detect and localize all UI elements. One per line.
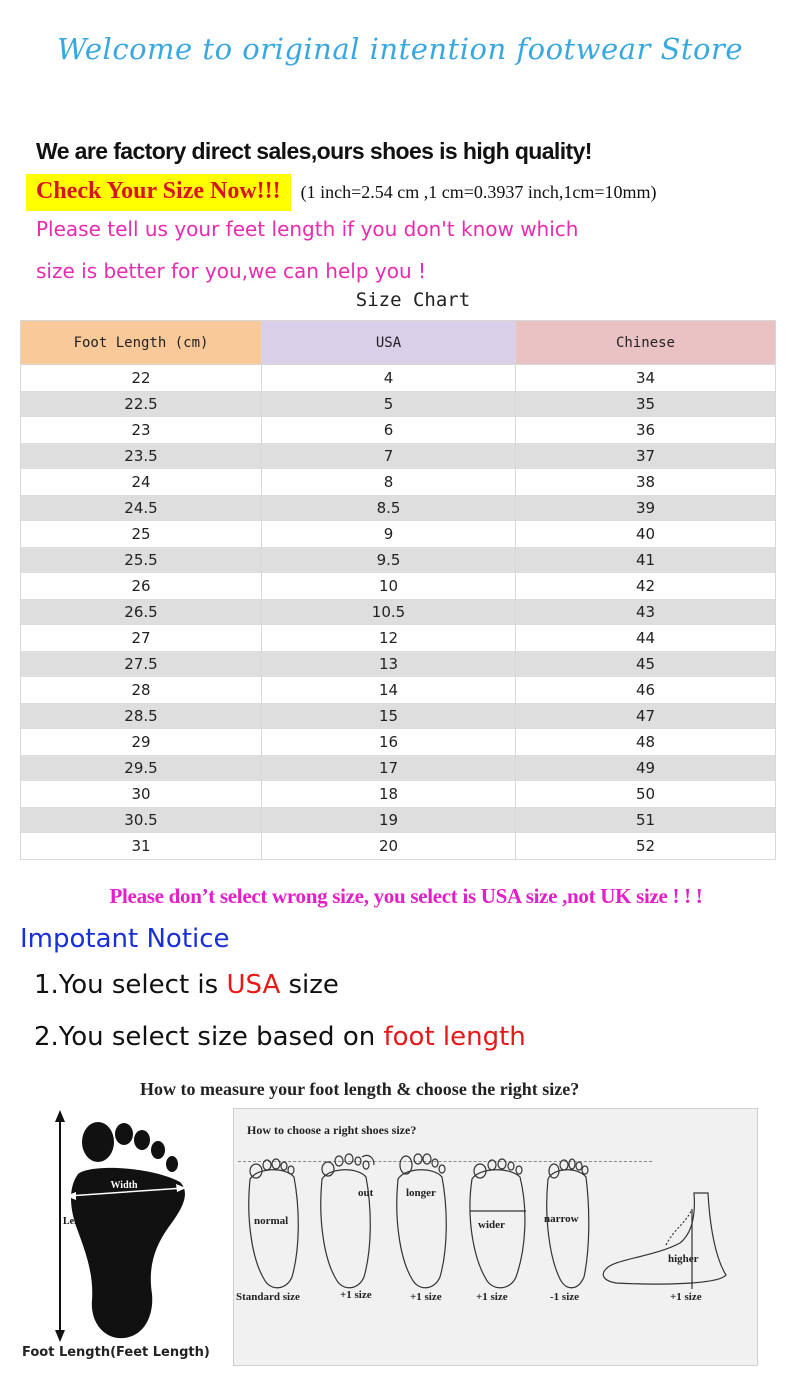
foot-length-cell: 31 — [21, 833, 262, 860]
size-row — [21, 469, 776, 495]
size-row — [21, 417, 776, 443]
notice-title: Impotant Notice — [20, 924, 230, 954]
foot-length-cell: 24.5 — [21, 495, 262, 521]
help-text-line-2: size is better for you,we can help you ! — [36, 259, 427, 283]
header-chinese: Chinese — [516, 321, 776, 365]
usa-size-cell: 13 — [262, 651, 516, 677]
usa-size-cell: 9 — [262, 521, 516, 547]
choose-size-title: How to choose a right shoes size? — [247, 1123, 417, 1137]
notice-item-1-suffix: size — [280, 970, 339, 1000]
chinese-size-cell: 39 — [516, 495, 776, 521]
foot-measure-illustration — [20, 1108, 230, 1368]
usa-size-cell: 6 — [262, 417, 516, 443]
usa-size-cell: 18 — [262, 781, 516, 807]
chinese-size-cell: 43 — [516, 599, 776, 625]
size-chart-header-row — [21, 321, 776, 365]
size-row — [21, 651, 776, 677]
chinese-size-cell: 37 — [516, 443, 776, 469]
size-row — [21, 599, 776, 625]
header-foot-length: Foot Length (cm) — [21, 321, 262, 365]
usa-size-cell: 16 — [262, 729, 516, 755]
check-size-row — [26, 174, 657, 211]
help-text-line-1: Please tell us your feet length if you don't know which — [36, 217, 579, 241]
foot-length-cell: 26.5 — [21, 599, 262, 625]
chinese-size-cell: 52 — [516, 833, 776, 860]
label-longer: longer — [406, 1187, 436, 1199]
foot-length-cell: 25 — [21, 521, 262, 547]
chinese-size-cell: 35 — [516, 391, 776, 417]
notice-item-2 — [34, 1022, 526, 1052]
label-plus1-out: +1 size — [340, 1289, 372, 1301]
foot-length-cell: 30.5 — [21, 807, 262, 833]
size-warning: Please don’t select wrong size, you select is USA size ,not UK size ! ! ! — [109, 884, 703, 908]
chinese-size-cell: 42 — [516, 573, 776, 599]
chinese-size-cell: 47 — [516, 703, 776, 729]
size-chart-title: Size Chart — [355, 289, 471, 311]
chinese-size-cell: 44 — [516, 625, 776, 651]
size-row — [21, 547, 776, 573]
chinese-size-cell: 41 — [516, 547, 776, 573]
size-row — [21, 833, 776, 860]
usa-size-cell: 19 — [262, 807, 516, 833]
foot-higher-icon — [603, 1193, 726, 1289]
chinese-size-cell: 50 — [516, 781, 776, 807]
chinese-size-cell: 38 — [516, 469, 776, 495]
usa-size-cell: 20 — [262, 833, 516, 860]
usa-size-cell: 9.5 — [262, 547, 516, 573]
usa-size-cell: 14 — [262, 677, 516, 703]
label-minus1-narrow: -1 size — [550, 1291, 580, 1303]
label-normal: normal — [254, 1215, 289, 1227]
foot-length-cell: 22.5 — [21, 391, 262, 417]
label-wider: wider — [478, 1219, 505, 1231]
label-higher: higher — [668, 1253, 699, 1265]
size-row — [21, 677, 776, 703]
usa-size-cell: 17 — [262, 755, 516, 781]
label-plus1-wider: +1 size — [476, 1291, 508, 1303]
foot-length-cell: 24 — [21, 469, 262, 495]
chinese-size-cell: 51 — [516, 807, 776, 833]
size-row — [21, 495, 776, 521]
foot-length-cell: 22 — [21, 365, 262, 392]
size-row — [21, 755, 776, 781]
measure-guide-title: How to measure your foot length & choose the right size? — [140, 1079, 580, 1099]
width-label: Width — [110, 1180, 138, 1191]
foot-length-cell: 29 — [21, 729, 262, 755]
length-label: Length — [63, 1216, 94, 1227]
foot-length-cell: 27.5 — [21, 651, 262, 677]
size-row — [21, 521, 776, 547]
size-row — [21, 781, 776, 807]
size-chart-body — [21, 365, 776, 860]
chinese-size-cell: 48 — [516, 729, 776, 755]
chinese-size-cell: 45 — [516, 651, 776, 677]
foot-length-cell: 28.5 — [21, 703, 262, 729]
chinese-size-cell: 46 — [516, 677, 776, 703]
foot-length-caption: Foot Length(Feet Length) — [22, 1345, 210, 1360]
notice-item-1-highlight: USA — [226, 970, 281, 1000]
chinese-size-cell: 36 — [516, 417, 776, 443]
foot-length-cell: 25.5 — [21, 547, 262, 573]
check-size-badge: Check Your Size Now!!! — [26, 174, 291, 211]
size-row — [21, 703, 776, 729]
size-row — [21, 365, 776, 392]
size-row — [21, 625, 776, 651]
chinese-size-cell: 34 — [516, 365, 776, 392]
foot-longer-icon — [397, 1154, 447, 1288]
unit-conversion-note: (1 inch=2.54 cm ,1 cm=0.3937 inch,1cm=10mm) — [300, 182, 657, 202]
size-row — [21, 807, 776, 833]
notice-item-2-highlight: foot length — [383, 1022, 526, 1052]
usa-size-cell: 7 — [262, 443, 516, 469]
usa-size-cell: 15 — [262, 703, 516, 729]
size-row — [21, 573, 776, 599]
size-row — [21, 391, 776, 417]
choose-size-panel — [233, 1108, 758, 1366]
usa-size-cell: 12 — [262, 625, 516, 651]
size-row — [21, 443, 776, 469]
chinese-size-cell: 49 — [516, 755, 776, 781]
foot-silhouette-icon — [20, 1108, 230, 1348]
chinese-size-cell: 40 — [516, 521, 776, 547]
size-chart-table — [20, 320, 776, 860]
usa-size-cell: 5 — [262, 391, 516, 417]
notice-item-1-prefix: 1.You select is — [34, 970, 227, 1000]
foot-length-cell: 23 — [21, 417, 262, 443]
notice-item-1 — [34, 970, 339, 1000]
foot-out-icon — [321, 1154, 374, 1288]
label-plus1-longer: +1 size — [410, 1291, 442, 1303]
size-row — [21, 729, 776, 755]
label-out: out — [358, 1187, 374, 1199]
usa-size-cell: 10.5 — [262, 599, 516, 625]
usa-size-cell: 8.5 — [262, 495, 516, 521]
label-narrow: narrow — [544, 1213, 579, 1225]
header-usa: USA — [262, 321, 516, 365]
foot-length-cell: 27 — [21, 625, 262, 651]
foot-types-illustration — [234, 1109, 757, 1365]
factory-statement: We are factory direct sales,ours shoes is high quality! — [36, 138, 592, 164]
usa-size-cell: 8 — [262, 469, 516, 495]
notice-item-2-prefix: 2.You select size based on — [34, 1022, 384, 1052]
foot-length-cell: 28 — [21, 677, 262, 703]
welcome-heading: Welcome to original intention footwear Store — [56, 32, 744, 66]
foot-length-cell: 29.5 — [21, 755, 262, 781]
label-plus1-higher: +1 size — [670, 1291, 702, 1303]
usa-size-cell: 10 — [262, 573, 516, 599]
label-standard-size: Standard size — [236, 1291, 300, 1303]
foot-length-cell: 30 — [21, 781, 262, 807]
foot-length-cell: 23.5 — [21, 443, 262, 469]
usa-size-cell: 4 — [262, 365, 516, 392]
foot-length-cell: 26 — [21, 573, 262, 599]
